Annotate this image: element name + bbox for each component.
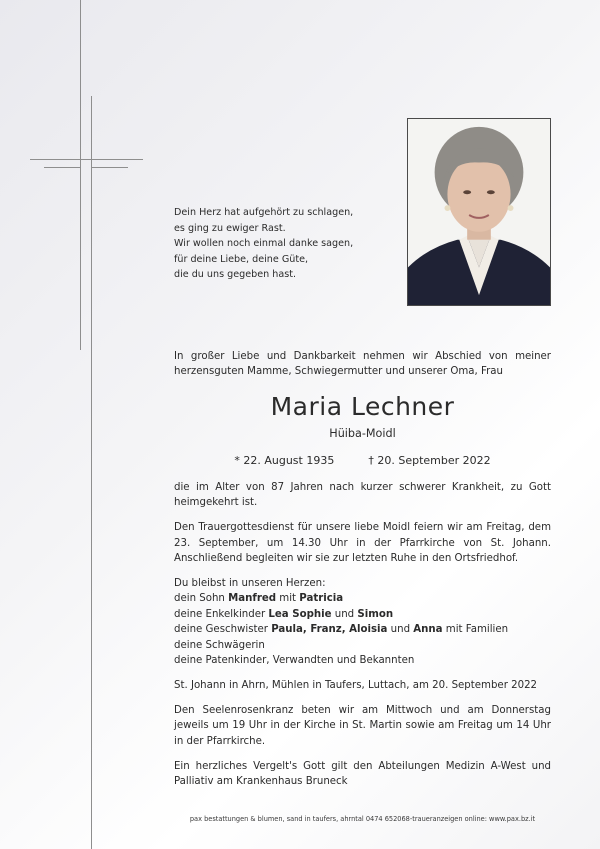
- poem-line: es ging zu ewiger Rast.: [174, 222, 286, 234]
- poem-line: Wir wollen noch einmal danke sagen,: [174, 238, 354, 250]
- family-godchildren: deine Patenkinder, Verwandten und Bekannten: [174, 655, 415, 667]
- place-date: St. Johann in Ahrn, Mühlen in Taufers, Luttach, am 20. September 2022: [174, 679, 538, 691]
- portrait-photo: [407, 118, 551, 306]
- family-grandchildren: deine Enkelkinder Lea Sophie und Simon: [174, 608, 394, 620]
- portrait-icon: [408, 119, 550, 305]
- family-in-laws: deine Schwägerin: [174, 639, 265, 651]
- family-list: [174, 576, 551, 668]
- deceased-nickname: Hüiba-Moidl: [329, 427, 396, 440]
- thanks-text: Ein herzliches Vergelt's Gott gilt den Abteilungen Medizin A-West und Palliativ am Krankenhaus Bruneck: [174, 760, 551, 787]
- intro-text: In großer Liebe und Dankbarkeit nehmen wir Abschied von meiner herzensguten Mamme, Schwiegermutter und unserer Oma, Frau: [174, 351, 551, 378]
- family-heading: Du bleibst in unseren Herzen:: [174, 578, 326, 590]
- poem: [174, 205, 394, 283]
- poem-line: Dein Herz hat aufgehört zu schlagen,: [174, 207, 354, 218]
- age-text: die im Alter von 87 Jahren nach kurzer schwerer Krankheit, zu Gott heimgekehrt ist.: [174, 482, 551, 509]
- birth-date: * 22. August 1935: [234, 454, 335, 467]
- deceased-name: Maria Lechner: [270, 392, 455, 421]
- service-text: Den Trauergottesdienst für unsere liebe Moidl feiern wir am Freitag, dem 23. September, um 14.30 Uhr in der Pfarrkirche von St. Johann. Anschließend begleiten wir sie zur letzten Ruhe in den Ortsfriedhof.: [174, 522, 551, 565]
- death-date: † 20. September 2022: [368, 454, 491, 467]
- poem-line: für deine Liebe, deine Güte,: [174, 253, 309, 265]
- life-dates: [174, 454, 551, 467]
- family-son: dein Sohn Manfred mit Patricia: [174, 593, 344, 605]
- rosary-text: Den Seelenrosenkranz beten wir am Mittwoch und am Donnerstag jeweils um 19 Uhr in der Kirche in St. Martin sowie am Freitag um 14 Uhr in der Pfarrkirche.: [174, 704, 551, 747]
- obituary-body: [174, 480, 551, 799]
- family-siblings: deine Geschwister Paula, Franz, Aloisia und Anna mit Familien: [174, 624, 509, 636]
- poem-line: die du uns gegeben hast.: [174, 269, 297, 281]
- footer-imprint: pax bestattungen & blumen, sand in taufers, ahrntal 0474 652068-traueranzeigen online: www.pax.bz.it: [189, 815, 536, 823]
